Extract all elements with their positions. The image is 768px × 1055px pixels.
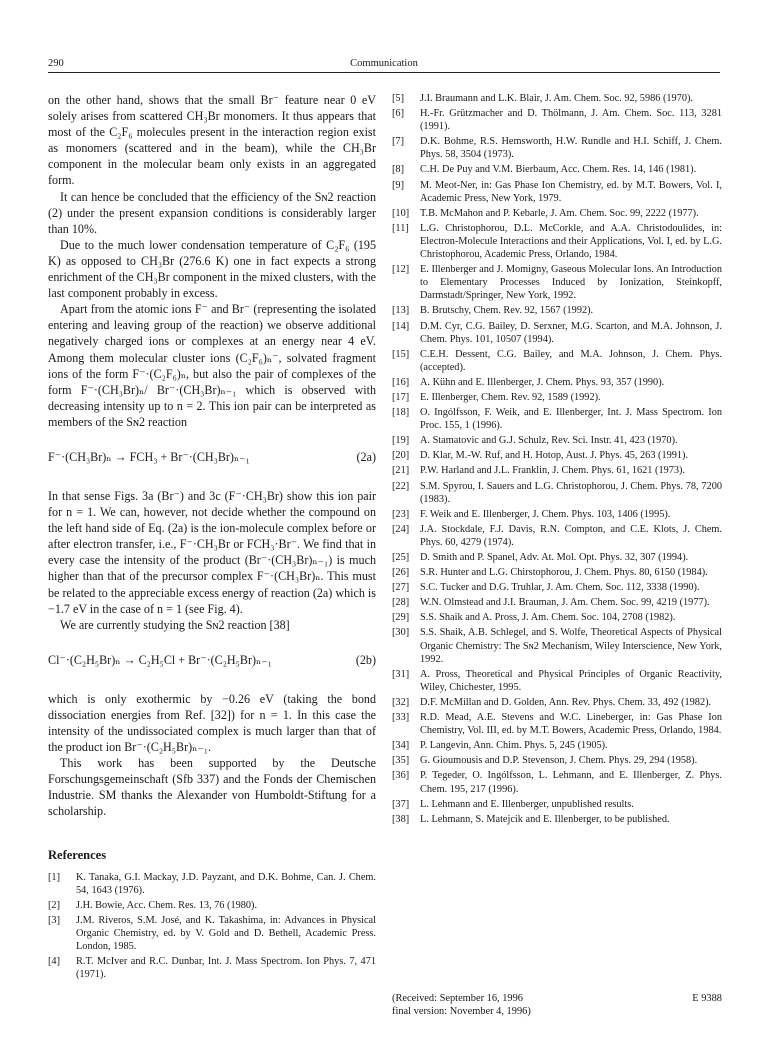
reference-number: [10] — [392, 207, 410, 219]
reference-item — [392, 391, 722, 404]
reference-number: [34] — [392, 740, 410, 752]
reference-text: L. Lehmann, S. Matejcik and E. Illenberger, to be published. — [420, 813, 670, 825]
reference-text: W.N. Olmstead and J.I. Brauman, J. Am. Chem. Soc. 99, 4219 (1977). — [420, 597, 710, 609]
reference-text: R.D. Mead, A.E. Stevens and W.C. Lineberger, in: Gas Phase Ion Chemistry, Vol. III, ed. by M.T. Bowers, Academic Press, Orlando, 1984. — [420, 712, 722, 737]
paragraph: It can hence be concluded that the efficiency of the Sɴ2 reaction (2) under the present expansion conditions is considerably larger than 10%. — [48, 189, 376, 236]
reference-text: A. Stamatovic and G.J. Schulz, Rev. Sci. Instr. 41, 423 (1970). — [420, 435, 678, 447]
reference-number: [20] — [392, 450, 410, 462]
reference-text: H.-Fr. Grützmacher and D. Thölmann, J. Am. Chem. Soc. 113, 3281 (1991). — [420, 108, 722, 133]
left-column — [48, 92, 376, 983]
paragraph: Due to the much lower condensation temperature of C₂F₆ (195 K) as opposed to CH₃Br (276.6 K) one in fact expects a strong enrichment of the CH₃Br component in the mixed clusters, with the last component probably in excess. — [48, 237, 376, 301]
reference-item — [392, 769, 722, 795]
reference-item — [392, 508, 722, 521]
reference-number: [16] — [392, 376, 410, 388]
reference-item — [392, 222, 722, 261]
reference-number: [14] — [392, 320, 410, 332]
reference-text: A. Kühn and E. Illenberger, J. Chem. Phys. 93, 357 (1990). — [420, 376, 665, 388]
reference-number: [31] — [392, 668, 410, 680]
reference-item — [392, 596, 722, 609]
reference-item — [392, 813, 722, 826]
reference-text: O. Ingólfsson, F. Weik, and E. Illenberger, Int. J. Mass Spectrom. Ion Proc. 155, 1 (1996). — [420, 407, 722, 432]
reference-list — [392, 92, 722, 826]
reference-text: E. Illenberger, Chem. Rev. 92, 1589 (1992). — [420, 391, 601, 403]
reference-item — [392, 464, 722, 477]
reference-number: [29] — [392, 612, 410, 624]
reference-number: [37] — [392, 798, 410, 810]
reference-text: J.H. Bowie, Acc. Chem. Res. 13, 76 (1980). — [76, 899, 258, 911]
reference-item — [392, 449, 722, 462]
reference-text: A. Pross, Theoretical and Physical Principles of Organic Reactivity, Wiley, Chichester, 1995. — [420, 668, 722, 693]
reference-text: B. Brutschy, Chem. Rev. 92, 1567 (1992). — [420, 305, 594, 317]
reference-number: [9] — [392, 179, 405, 191]
equation-number: (2b) — [355, 652, 376, 667]
reference-item — [392, 798, 722, 811]
section-title: Communication — [350, 58, 418, 69]
reference-number: [4] — [48, 956, 61, 968]
final-version-date: final version: November 4, 1996) — [392, 1006, 531, 1017]
reference-item — [392, 207, 722, 220]
reference-text: E. Illenberger and J. Momigny, Gaseous Molecular Ions. An Introduction to Elementary Processes Induced by Ionization, Steinkopff, Darmstadt/Springer, New York, 1992. — [420, 264, 722, 302]
reference-item — [392, 739, 722, 752]
reference-text: S.M. Spyrou, I. Sauers and L.G. Christophorou, J. Chem. Phys. 78, 7200 (1983). — [420, 480, 722, 505]
reference-number: [23] — [392, 508, 410, 520]
reference-item — [392, 163, 722, 176]
reference-item — [392, 179, 722, 205]
equation-number: (2a) — [356, 449, 376, 464]
reference-item — [392, 551, 722, 564]
reference-number: [24] — [392, 523, 410, 535]
reference-item — [392, 92, 722, 105]
reference-number: [3] — [48, 914, 61, 926]
reference-number: [7] — [392, 136, 405, 148]
reference-item — [392, 480, 722, 506]
reference-text: J.I. Braumann and L.K. Blair, J. Am. Chem. Soc. 92, 5986 (1970). — [420, 93, 693, 104]
equation-text: Cl⁻·(C₂H₅Br)ₙ → C₂H₅Cl + Br⁻·(C₂H₅Br)ₙ₋₁ — [48, 652, 272, 667]
reference-number: [1] — [48, 871, 61, 883]
right-column — [392, 92, 722, 828]
paragraph: Apart from the atomic ions F⁻ and Br⁻ (representing the isolated entering and leaving group of the reaction) we observe additional negatively charged ions or complexes at an energy near 4 eV. Among them molecular cluster ions (C₂F₆)ₙ⁻, solvated fragment ions of the form F⁻·(C₂F₆)ₙ, but also the pair of complexes of the form F⁻·(CH₃Br)ₙ/ Br⁻·(CH₃Br)ₙ₋₁ which is observed with decreasing intensity up to n = 2. This ion pair can be interpreted as members of the Sɴ2 reaction — [48, 302, 376, 429]
reference-number: [13] — [392, 305, 410, 317]
reference-number: [11] — [392, 222, 409, 234]
reference-text: L.G. Christophorou, D.L. McCorkle, and A.A. Christodoulides, in: Electron-Molecule Interactions and their Applications, Vol. I, ed. by L.G. Christophorou, Academic Press, Orlando, 1984. — [420, 222, 722, 261]
reference-number: [27] — [392, 582, 410, 594]
paragraph: In that sense Figs. 3a (Br⁻) and 3c (F⁻·CH₃Br) show this ion pair for n = 1. We can, however, not decide whether the compound on the left hand side of Eq. (2a) is the ion-molecule complex before or after electron transfer, i.e., F⁻·CH₃Br or FCH₃·Br⁻. We find that in every case the intensity of the product (Br⁻·(CH₃Br)ₙ₋₁) is much higher than that of the precursor complex F⁻·(CH₃Br)ₙ. This must be related to the appreciable excess energy of reaction (2a) which is −1.7 eV in the case of n = 1 (see Fig. 4). — [48, 488, 376, 616]
reference-text: S.R. Hunter and L.G. Chirstophorou, J. Chem. Phys. 80, 6150 (1984). — [420, 567, 708, 579]
reference-text: D.K. Bohme, R.S. Hemsworth, H.W. Rundle and H.I. Schiff, J. Chem. Phys. 58, 3504 (1973). — [420, 136, 722, 161]
reference-number: [5] — [392, 93, 405, 104]
reference-text: R.T. McIver and R.C. Dunbar, Int. J. Mass Spectrom. Ion Phys. 7, 471 (1971). — [76, 956, 376, 981]
reference-item — [392, 668, 722, 694]
running-header — [48, 58, 720, 73]
reference-number: [21] — [392, 465, 410, 477]
reference-text: J.A. Stockdale, F.J. Davis, R.N. Compton, and C.E. Klots, J. Chem. Phys. 60, 4279 (1974). — [420, 523, 722, 548]
reference-text: T.B. McMahon and P. Kebarle, J. Am. Chem. Soc. 99, 2222 (1977). — [420, 207, 699, 219]
reference-text: D. Smith and P. Spanel, Adv. At. Mol. Opt. Phys. 32, 307 (1994). — [420, 552, 689, 563]
reference-item — [392, 696, 722, 709]
reference-text: P.W. Harland and J.L. Franklin, J. Chem. Phys. 61, 1621 (1973). — [420, 465, 686, 477]
reference-text: C.E.H. Dessent, C.G. Bailey, and M.A. Johnson, J. Chem. Phys. (accepted). — [420, 348, 722, 373]
paragraph: on the other hand, shows that the small Br⁻ feature near 0 eV solely arises from scattered CH₃Br monomers. It thus appears that most of the C₂F₆ molecules present in the interaction region exist as monomers (scattered and in the beam), while the CH₃Br component in the molecular beam only exists in an aggregated form. — [48, 93, 376, 188]
reference-item — [48, 955, 376, 981]
reference-item — [392, 566, 722, 579]
reference-text: F. Weik and E. Illenberger, J. Chem. Phys. 103, 1406 (1995). — [420, 508, 671, 520]
reference-number: [8] — [392, 164, 405, 176]
reference-item — [392, 434, 722, 447]
acknowledgement: This work has been supported by the Deutsche Forschungsgemeinschaft (Sfb 337) and the Fonds der Chemischen Industrie. SM thanks the Alexander von Humboldt-Stiftung for a scholarship. — [48, 756, 376, 819]
reference-number: [32] — [392, 696, 410, 708]
paragraph: We are currently studying the Sɴ2 reaction [38] — [60, 617, 290, 632]
reference-text: D.M. Cyr, C.G. Bailey, D. Serxner, M.G. Scarton, and M.A. Johnson, J. Chem. Phys. 101, 10507 (1994). — [420, 320, 722, 345]
reference-item — [392, 304, 722, 317]
reference-number: [35] — [392, 755, 410, 767]
reference-number: [36] — [392, 770, 410, 782]
reference-text: K. Tanaka, G.I. Mackay, J.D. Payzant, and D.K. Bohme, Can. J. Chem. 54, 1643 (1976). — [76, 871, 376, 896]
reference-text: P. Langevin, Ann. Chim. Phys. 5, 245 (1905). — [420, 740, 608, 752]
reference-number: [28] — [392, 597, 410, 609]
reference-text: M. Meot-Ner, in: Gas Phase Ion Chemistry, ed. by M.T. Bowers, Vol. I, Academic Press, New York, 1979. — [420, 179, 722, 204]
equation-2b — [48, 653, 376, 669]
reference-number: [2] — [48, 899, 61, 911]
equation-text: F⁻·(CH₃Br)ₙ → FCH₃ + Br⁻·(CH₃Br)ₙ₋₁ — [48, 449, 250, 464]
reference-item — [48, 899, 376, 912]
reference-number: [25] — [392, 552, 410, 563]
reference-item — [392, 263, 722, 302]
reference-number: [12] — [392, 264, 410, 276]
page-number: 290 — [48, 58, 64, 69]
reference-text: D.F. McMillan and D. Golden, Ann. Rev. Phys. Chem. 33, 492 (1982). — [420, 696, 712, 708]
reference-item — [392, 754, 722, 767]
reference-text: G. Gioumousis and D.P. Stevenson, J. Chem. Phys. 29, 294 (1958). — [420, 755, 698, 767]
reference-text: S.S. Shaik and A. Pross, J. Am. Chem. Soc. 104, 2708 (1982). — [420, 612, 676, 624]
reference-text: L. Lehmann and E. Illenberger, unpublished results. — [420, 798, 634, 810]
reference-text: P. Tegeder, O. Ingólfsson, L. Lehmann, and E. Illenberger, Z. Phys. Chem. 195, 217 (1996). — [420, 770, 722, 795]
reference-number: [19] — [392, 435, 410, 447]
received-note — [392, 992, 722, 1018]
paragraph: which is only exothermic by −0.26 eV (taking the bond dissociation energies from Ref. [32]) for n = 1. In this case the intensity of the undissociated complex is much larger than that of the product ion Br⁻·(C₂H₅Br)ₙ₋₁. — [48, 691, 376, 755]
reference-item — [392, 406, 722, 432]
reference-number: [33] — [392, 712, 410, 724]
references-heading: References — [48, 847, 107, 862]
reference-item — [392, 320, 722, 346]
reference-item — [48, 871, 376, 897]
reference-text: S.S. Shaik, A.B. Schlegel, and S. Wolfe, Theoretical Aspects of Physical Organic Chemistry: The Sɴ2 Mechanism, Wiley Interscience, New York, 1992. — [420, 627, 722, 665]
reference-text: C.H. De Puy and V.M. Bierbaum, Acc. Chem. Res. 14, 146 (1981). — [420, 164, 697, 176]
reference-item — [392, 348, 722, 374]
reference-item — [392, 376, 722, 389]
equation-2a — [48, 450, 376, 466]
reference-item — [392, 581, 722, 594]
reference-item — [392, 135, 722, 161]
reference-list — [48, 871, 376, 982]
reference-number: [38] — [392, 813, 410, 825]
reference-number: [26] — [392, 567, 410, 579]
manuscript-code: E 9388 — [692, 993, 722, 1004]
reference-item — [392, 611, 722, 624]
reference-item — [392, 711, 722, 737]
reference-number: [15] — [392, 348, 410, 360]
received-date: (Received: September 16, 1996 — [392, 993, 523, 1004]
reference-item — [48, 914, 376, 953]
reference-number: [30] — [392, 627, 410, 639]
reference-text: D. Klar, M.-W. Ruf, and H. Hotop, Aust. J. Phys. 45, 263 (1991). — [420, 450, 689, 462]
reference-item — [392, 626, 722, 665]
reference-text: J.M. Riveros, S.M. José, and K. Takashima, in: Advances in Physical Organic Chemistry, ed. by V. Gold and D. Bethell, Academic Press. London, 1985. — [76, 914, 376, 953]
reference-number: [18] — [392, 407, 410, 419]
reference-item — [392, 523, 722, 549]
reference-item — [392, 107, 722, 133]
reference-number: [17] — [392, 391, 410, 403]
reference-text: S.C. Tucker and D.G. Truhlar, J. Am. Chem. Soc. 112, 3338 (1990). — [420, 582, 700, 594]
reference-number: [22] — [392, 480, 410, 492]
reference-number: [6] — [392, 108, 405, 120]
